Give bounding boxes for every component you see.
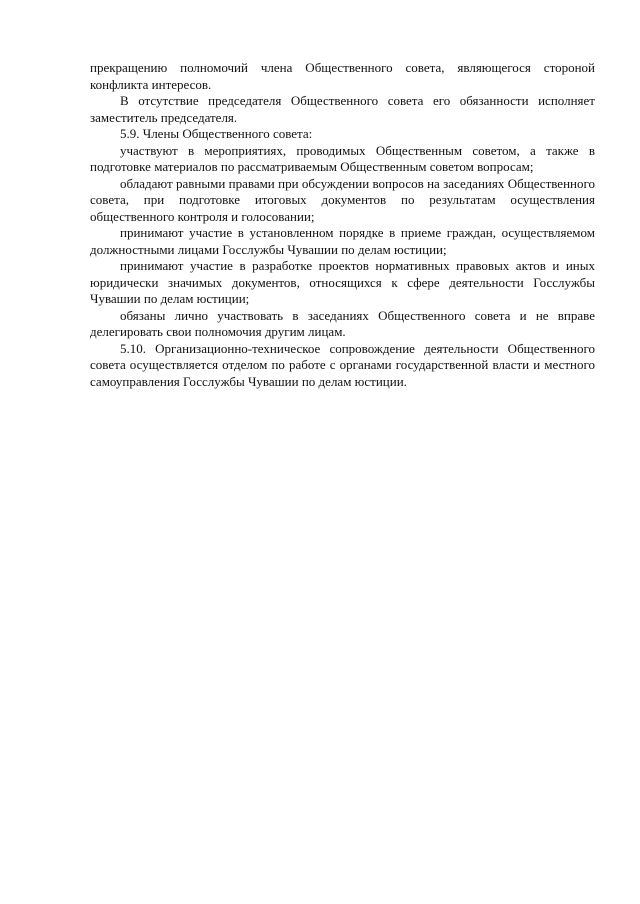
paragraph-deputy-chair: В отсутствие председателя Общественного совета его обязанности исполняет заместитель председателя. <box>90 93 595 125</box>
paragraph-citizen-reception: принимают участие в установленном порядке в приеме граждан, осуществляемом должностными лицами Госслужбы Чувашии по делам юстиции; <box>90 225 595 257</box>
paragraph-continuation: прекращению полномочий члена Общественного совета, являющегося стороной конфликта интересов. <box>90 60 595 92</box>
document-body <box>90 60 595 390</box>
paragraph-draft-acts: принимают участие в разработке проектов нормативных правовых актов и иных юридически значимых документов, относящихся к сфере деятельности Госслужбы Чувашии по делам юстиции; <box>90 258 595 306</box>
paragraph-equal-rights: обладают равными правами при обсуждении вопросов на заседаниях Общественного совета, при подготовке итоговых документов по результатам осуществления общественного контроля и голосовании; <box>90 175 595 224</box>
paragraph-participate: участвуют в мероприятиях, проводимых Общественным советом, а также в подготовке материалов по рассматриваемым Общественным советом вопросам; <box>90 142 595 174</box>
paragraph-section-5-10: 5.10. Организационно-техническое сопровождение деятельности Общественного совета осуществляется отделом по работе с органами государственной власти и местного самоуправления Госслужбы Чувашии по делам юстиции. <box>90 340 595 389</box>
paragraph-section-5-9: 5.9. Члены Общественного совета: <box>120 126 313 141</box>
paragraph-personal-attendance: обязаны лично участвовать в заседаниях Общественного совета и не вправе делегировать свои полномочия другим лицам. <box>90 307 595 339</box>
